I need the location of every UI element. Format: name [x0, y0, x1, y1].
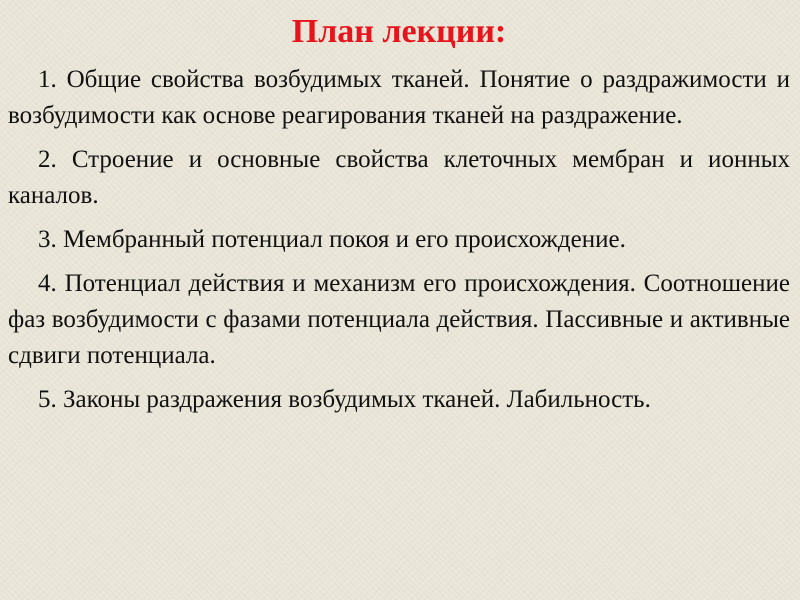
- lecture-plan-item-2: 2. Строение и основные свойства клеточных мембран и ионных каналов.: [8, 146, 790, 209]
- lecture-plan-item-1: 1. Общие свойства возбудимых тканей. Понятие о раздражимости и возбудимости как основе реагирования тканей на раздражение.: [8, 66, 790, 129]
- slide-title: План лекции:: [291, 13, 507, 50]
- lecture-plan-item-3: 3. Мембранный потенциал покоя и его происхождение.: [38, 226, 626, 253]
- lecture-plan-list: [8, 62, 790, 418]
- lecture-plan-item-5: 5. Законы раздражения возбудимых тканей. Лабильность.: [38, 386, 651, 413]
- lecture-plan-item-4: 4. Потенциал действия и механизм его происхождения. Соотношение фаз возбудимости с фазами потенциала действия. Пассивные и активные сдвиги потенциала.: [8, 270, 790, 369]
